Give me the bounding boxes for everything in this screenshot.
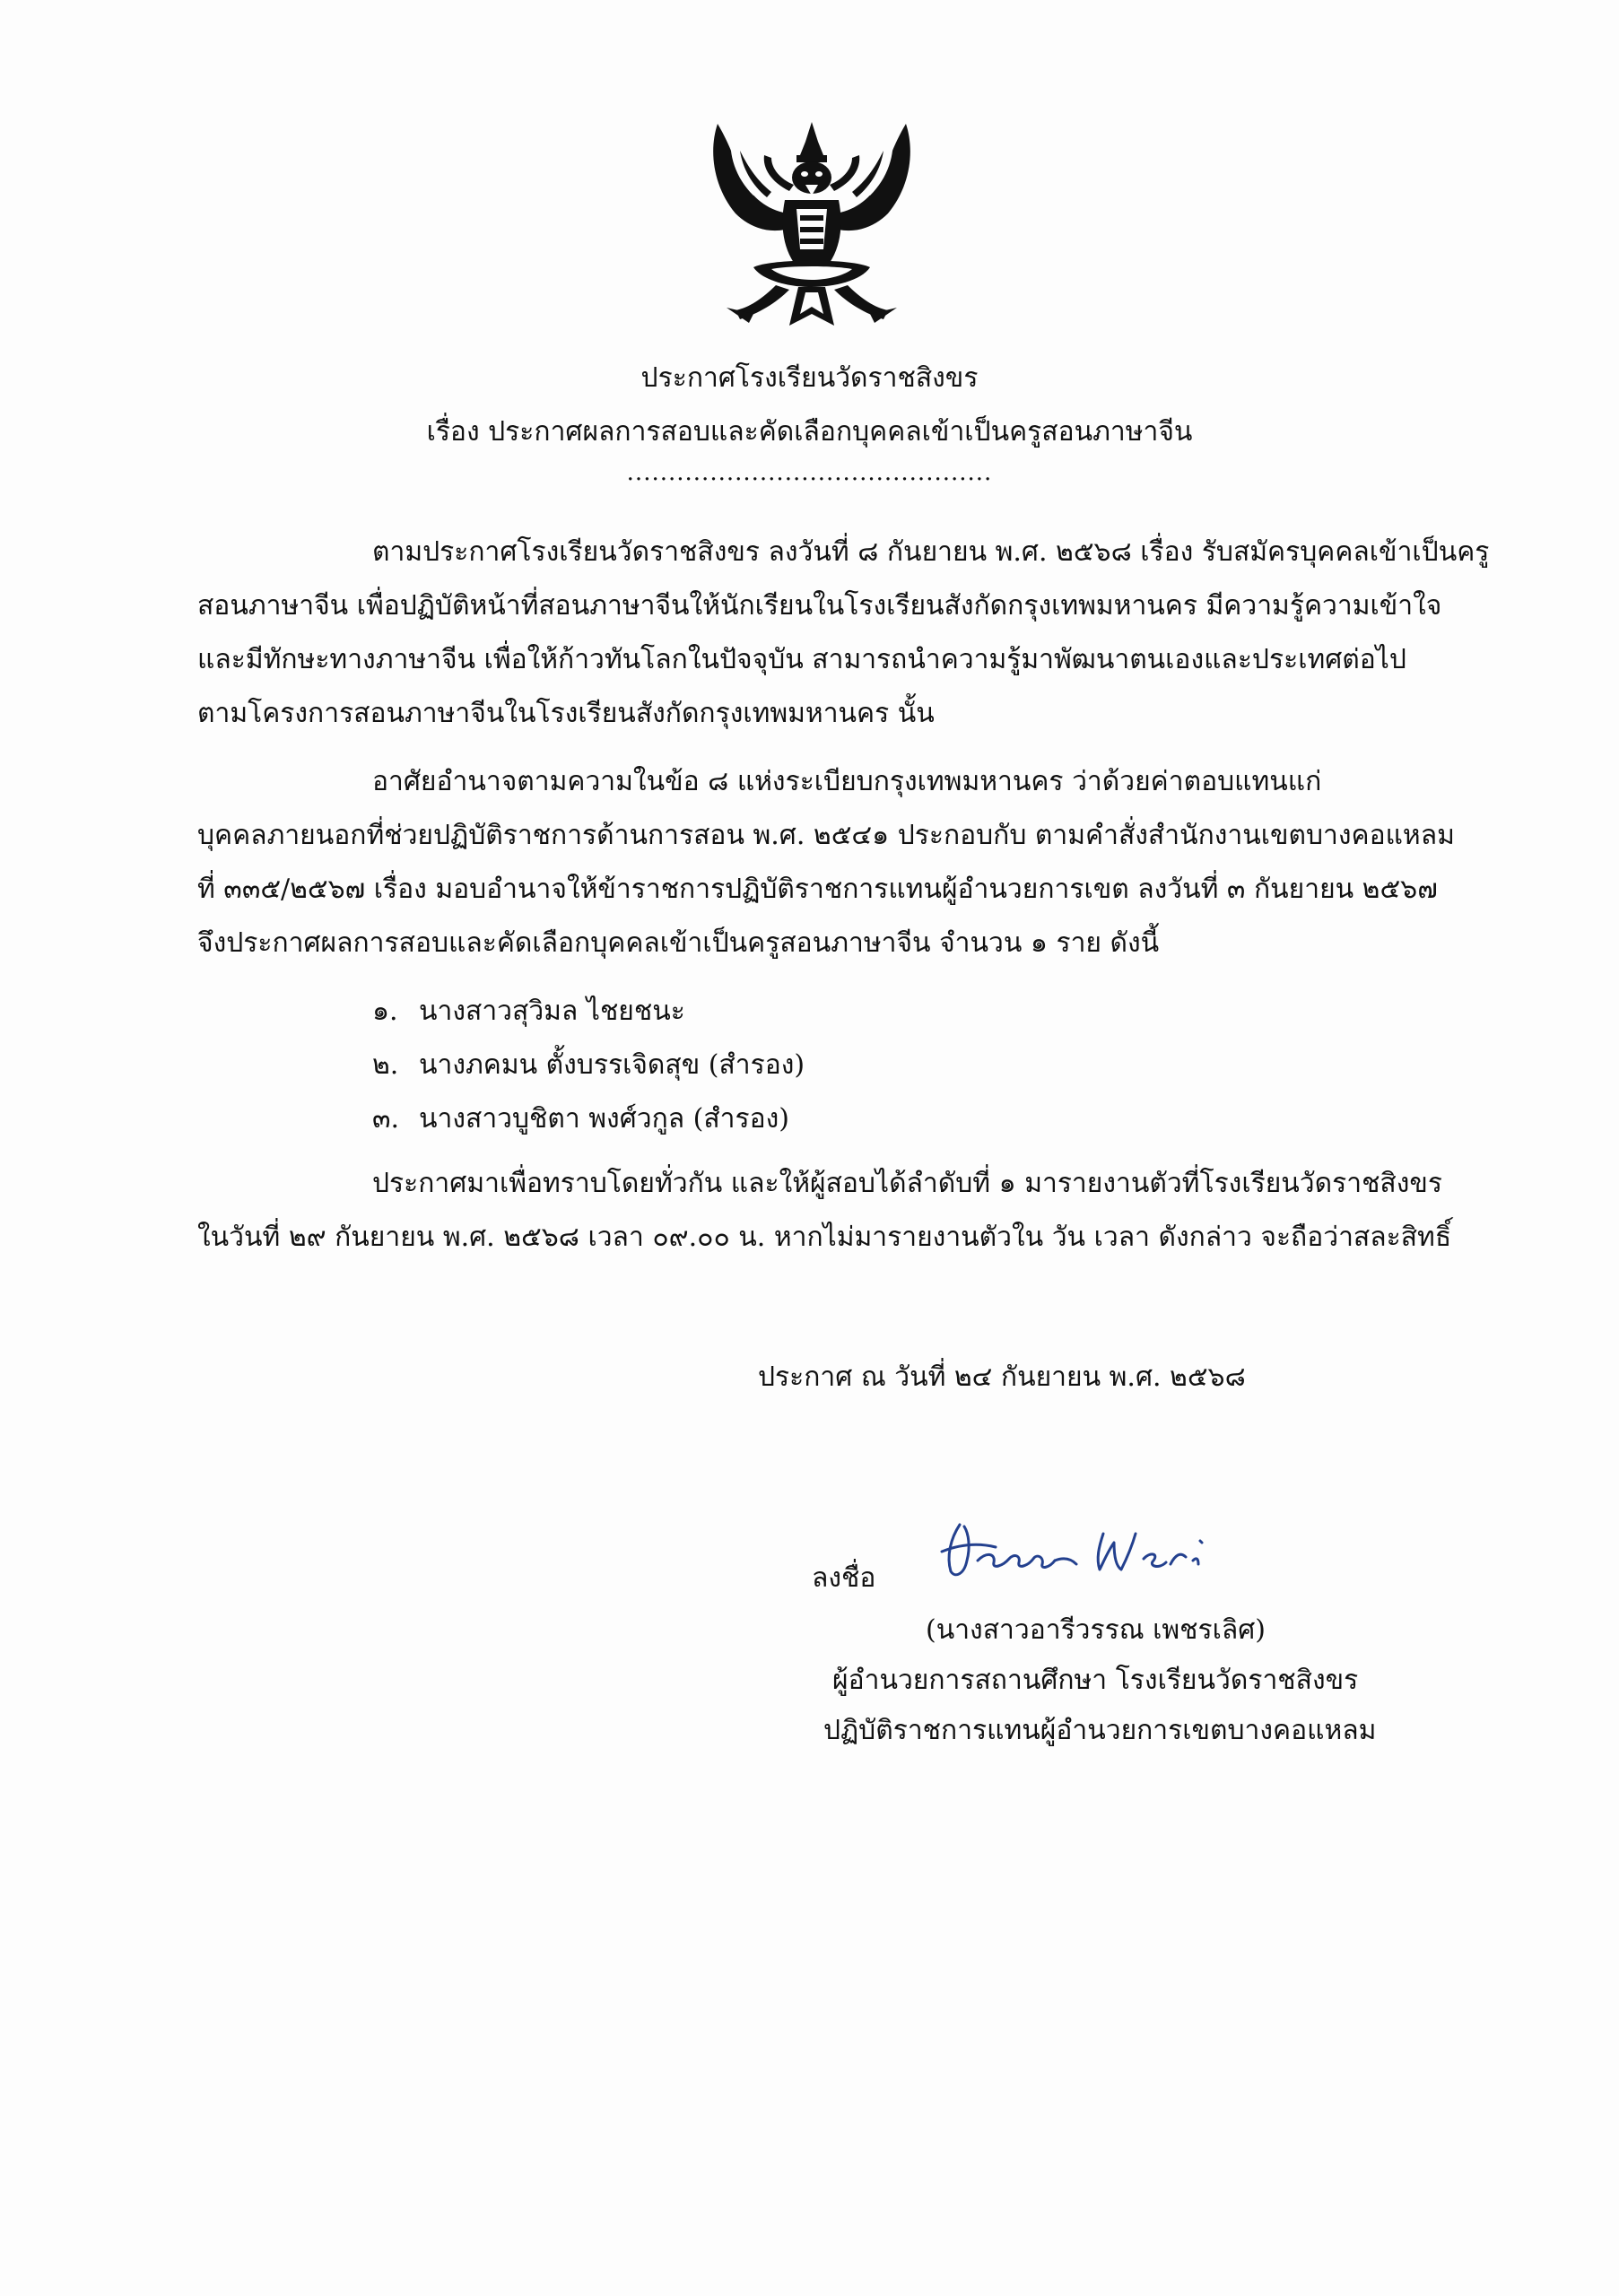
paragraph-1-line-2: สอนภาษาจีน เพื่อปฏิบัติหน้าที่สอนภาษาจีนให้นักเรียนในโรงเรียนสังกัดกรุงเทพมหานคร มีความรู้ความเข้าใจ [197,590,1442,622]
list-item-name: นางภคมน ตั้งบรรเจิดสุข (สำรอง) [419,1049,805,1081]
signer-acting-position: ปฏิบัติราชการแทนผู้อำนวยการเขตบางคอแหลม [823,1715,1377,1746]
announcement-subject: เรื่อง ประกาศผลการสอบและคัดเลือกบุคคลเข้าเป็นครูสอนภาษาจีน [426,416,1193,448]
paragraph-2-line-1: อาศัยอำนาจตามความในข้อ ๘ แห่งระเบียบกรุงเทพมหานคร ว่าด้วยค่าตอบแทนแก่ [372,766,1322,797]
announcement-date: ประกาศ ณ วันที่ ๒๔ กันยายน พ.ศ. ๒๕๖๘ [758,1361,1246,1393]
list-item-name: นางสาวบูชิตา พงศ์วกูล (สำรอง) [419,1103,790,1135]
paragraph-1-line-4: ตามโครงการสอนภาษาจีนในโรงเรียนสังกัดกรุงเทพมหานคร นั้น [197,698,935,729]
list-item-number: ๑. [372,996,398,1027]
signer-name: (นางสาวอารีวรรณ เพชรเลิศ) [926,1614,1266,1646]
title-separator: ............................................ [626,459,993,486]
school-announcement-title: ประกาศโรงเรียนวัดราชสิงขร [640,362,979,394]
list-item [372,1101,789,1137]
paragraph-2-line-3: ที่ ๓๓๕/๒๕๖๗ เรื่อง มอบอำนาจให้ข้าราชการปฏิบัติราชการแทนผู้อำนวยการเขต ลงวันที่ ๓ กันยายน ๒๕๖๗ [197,874,1438,905]
list-item [372,1048,805,1083]
list-item-number: ๒. [372,1049,399,1081]
garuda-emblem [700,115,924,339]
paragraph-2-line-4: จึงประกาศผลการสอบและคัดเลือกบุคคลเข้าเป็นครูสอนภาษาจีน จำนวน ๑ ราย ดังนี้ [197,927,1160,959]
paragraph-3-line-1: ประกาศมาเพื่อทราบโดยทั่วกัน และให้ผู้สอบได้ลำดับที่ ๑ มารายงานตัวที่โรงเรียนวัดราชสิงขร [372,1168,1443,1199]
handwritten-signature [924,1507,1247,1587]
list-item [372,994,685,1030]
paragraph-1-line-3: และมีทักษะทางภาษาจีน เพื่อให้ก้าวทันโลกในปัจจุบัน สามารถนำความรู้มาพัฒนาตนเองและประเทศต่อไป [197,644,1406,675]
sign-label: ลงชื่อ [812,1562,876,1594]
paragraph-2-line-2: บุคคลภายนอกที่ช่วยปฏิบัติราชการด้านการสอน พ.ศ. ๒๕๔๑ ประกอบกับ ตามคำสั่งสำนักงานเขตบางคอแหลม [197,820,1455,851]
paragraph-1-line-1: ตามประกาศโรงเรียนวัดราชสิงขร ลงวันที่ ๘ กันยายน พ.ศ. ๒๕๖๘ เรื่อง รับสมัครบุคคลเข้าเป็นครู [372,536,1490,568]
paragraph-3-line-2: ในวันที่ ๒๙ กันยายน พ.ศ. ๒๕๖๘ เวลา ๐๙.๐๐ น. หากไม่มารายงานตัวใน วัน เวลา ดังกล่าว จะถือว่าสละสิทธิ์ [197,1222,1452,1253]
list-item-number: ๓. [372,1103,400,1135]
list-item-name: นางสาวสุวิมล ไชยชนะ [419,996,685,1027]
signer-position: ผู้อำนวยการสถานศึกษา โรงเรียนวัดราชสิงขร [832,1665,1359,1696]
